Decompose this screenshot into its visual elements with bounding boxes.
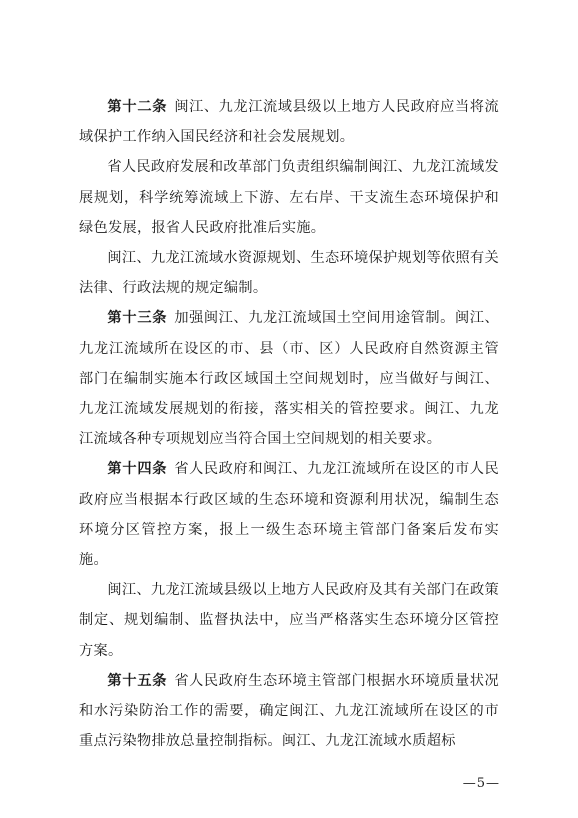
paragraph-article-14-2: [79, 575, 499, 666]
article-title: 第十三条: [107, 310, 168, 327]
paragraph-text: 闽江、九龙江流域水资源规划、生态环境保护规划等依照有关法律、行政法规的规定编制。: [79, 250, 499, 297]
article-title: 第十五条: [107, 672, 168, 689]
paragraph-text: 闽江、九龙江流域县级以上地方人民政府及其有关部门在政策制定、规划编制、监督执法中，应当严格落实生态环境分区管控方案。: [79, 582, 499, 659]
paragraph-article-12: [79, 92, 499, 152]
paragraph-article-13: [79, 303, 499, 454]
paragraph-article-15: [79, 666, 499, 757]
paragraph-text: 闽江、九龙江流域县级以上地方人民政府应当将流域保护工作纳入国民经济和社会发展规划。: [79, 99, 499, 146]
paragraph-article-14: [79, 454, 499, 575]
article-title: 第十四条: [107, 461, 168, 478]
paragraph-text: 省人民政府发展和改革部门负责组织编制闽江、九龙江流域发展规划，科学统筹流域上下游、左右岸、干支流生态环境保护和绿色发展，报省人民政府批准后实施。: [79, 159, 499, 236]
paragraph-text: 加强闽江、九龙江流域国土空间用途管制。闽江、九龙江流域所在设区的市、县（市、区）人民政府自然资源主管部门在编制实施本行政区域国土空间规划时，应当做好与闽江、九龙江流域发展规划的衔接，落实相关的管控要求。闽江、九龙江流域各种专项规划应当符合国土空间规划的相关要求。: [79, 310, 499, 448]
paragraph-text: 省人民政府和闽江、九龙江流域所在设区的市人民政府应当根据本行政区域的生态环境和资源利用状况，编制生态环境分区管控方案，报上一级生态环境主管部门备案后发布实施。: [79, 461, 499, 569]
paragraph-article-12-2: [79, 152, 499, 243]
body-text: [79, 92, 499, 756]
page-number: —5—: [462, 776, 500, 791]
paragraph-text: 省人民政府生态环境主管部门根据水环境质量状况和水污染防治工作的需要，确定闽江、九龙江流域所在设区的市重点污染物排放总量控制指标。闽江、九龙江流域水质超标: [79, 672, 499, 750]
article-title: 第十二条: [107, 99, 168, 115]
paragraph-article-12-3: [79, 243, 499, 303]
